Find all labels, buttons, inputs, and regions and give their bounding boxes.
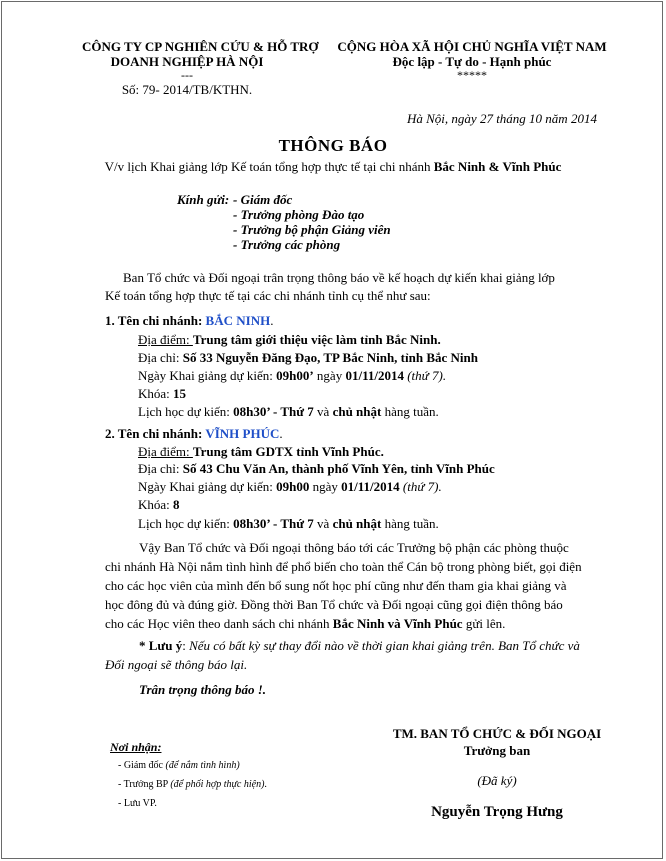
branch-2-opening: Ngày Khai giảng dự kiến: 09h00 ngày 01/11/2014 (thứ 7). <box>138 479 442 494</box>
closing-line3: cho các học viên của mình đến bổ sung nốt học phí cũng như đến tham gia khai giảng và <box>105 578 567 593</box>
closing-line5: cho các Học viên theo danh sách chi nhánh Bắc Ninh và Vĩnh Phúc gửi lên. <box>105 616 506 631</box>
footer-recipient-item: - Giám đốc (để nắm tình hình) <box>118 760 240 771</box>
signature-org: TM. BAN TỔ CHỨC & ĐỐI NGOẠI <box>392 726 602 741</box>
branch-1-schedule: Lịch học dự kiến: 08h30’ - Thứ 7 và chủ nhật hàng tuần. <box>138 404 439 419</box>
branch-2-schedule: Lịch học dự kiến: 08h30’ - Thứ 7 và chủ nhật hàng tuần. <box>138 516 439 531</box>
nation-motto: Độc lập - Tự do - Hạnh phúc <box>392 54 552 69</box>
company-name-line1: CÔNG TY CP NGHIÊN CỨU & HỖ TRỢ <box>82 39 319 54</box>
date-line: Hà Nội, ngày 27 tháng 10 năm 2014 <box>407 111 597 126</box>
footer-recipient-item: - Lưu VP. <box>118 798 157 809</box>
intro-line2: Kế toán tổng hợp thực tế tại các chi nhánh tỉnh cụ thể như sau: <box>105 288 431 303</box>
branch-2-heading: 2. Tên chi nhánh: VĨNH PHÚC. <box>105 426 283 441</box>
recipient-item: - Trưởng phòng Đào tạo <box>233 207 365 222</box>
document-page <box>1 1 663 859</box>
branch-1-heading: 1. Tên chi nhánh: BẮC NINH. <box>105 313 274 328</box>
note-line1: * Lưu ý: Nếu có bất kỳ sự thay đổi nào về thời gian khai giảng trên. Ban Tổ chức và <box>139 638 580 653</box>
signature-role: Trưởng ban <box>463 743 531 758</box>
nation-title: CỘNG HÒA XÃ HỘI CHỦ NGHĨA VIỆT NAM <box>337 39 607 54</box>
company-name-line2: DOANH NGHIỆP HÀ NỘI <box>110 54 264 69</box>
branch-2-address: Địa chỉ: Số 43 Chu Văn An, thành phố Vĩnh Yên, tỉnh Vĩnh Phúc <box>138 461 495 476</box>
note-line2: Đối ngoại sẽ thông báo lại. <box>105 657 248 672</box>
branch-1-address: Địa chỉ: Số 33 Nguyễn Đăng Đạo, TP Bắc Ninh, tỉnh Bắc Ninh <box>138 350 478 365</box>
signature-name: Nguyễn Trọng Hưng <box>431 804 563 820</box>
document-number: Số: 79- 2014/TB/KTHN. <box>121 82 253 97</box>
document-title: THÔNG BÁO <box>278 136 388 155</box>
recipients-label: Kính gửi: <box>177 192 230 207</box>
company-separator: --- <box>181 68 193 82</box>
nation-separator: ***** <box>457 68 487 82</box>
branch-1-venue: Địa điểm: Trung tâm giới thiệu việc làm tỉnh Bắc Ninh. <box>138 332 441 347</box>
recipient-item: - Giám đốc <box>233 192 293 207</box>
intro-line1: Ban Tổ chức và Đối ngoại trân trọng thông báo về kế hoạch dự kiến khai giảng lớp <box>123 270 555 285</box>
closing-line4: học đông đủ và đúng giờ. Đồng thời Ban Tổ chức và Đối ngoại cũng gọi điện thông báo <box>105 597 563 612</box>
signature-signed: (Đã ký) <box>477 773 517 788</box>
document-subject: V/v lịch Khai giảng lớp Kế toán tổng hợp thực tế tại chi nhánh Bắc Ninh & Vĩnh Phúc <box>104 159 562 174</box>
recipient-item: - Trưởng bộ phận Giảng viên <box>233 222 391 237</box>
regards-line: Trân trọng thông báo !. <box>139 682 267 697</box>
closing-line1: Vậy Ban Tổ chức và Đối ngoại thông báo tới các Trưởng bộ phận các phòng thuộc <box>139 540 569 555</box>
footer-recipients-label: Nơi nhận: <box>110 740 162 754</box>
closing-line2: chi nhánh Hà Nội nắm tình hình để phổ biến cho toàn thể Cán bộ trong phòng biết, gọi điện <box>105 559 582 574</box>
branch-1-opening: Ngày Khai giảng dự kiến: 09h00’ ngày 01/11/2014 (thứ 7). <box>138 368 447 383</box>
footer-recipient-item: - Trưởng BP (để phối hợp thực hiện). <box>118 779 267 790</box>
recipient-item: - Trưởng các phòng <box>233 237 341 252</box>
branch-2-venue: Địa điểm: Trung tâm GDTX tỉnh Vĩnh Phúc. <box>138 444 384 459</box>
branch-2-course: Khóa: 8 <box>138 497 180 512</box>
branch-1-course: Khóa: 15 <box>138 386 187 401</box>
